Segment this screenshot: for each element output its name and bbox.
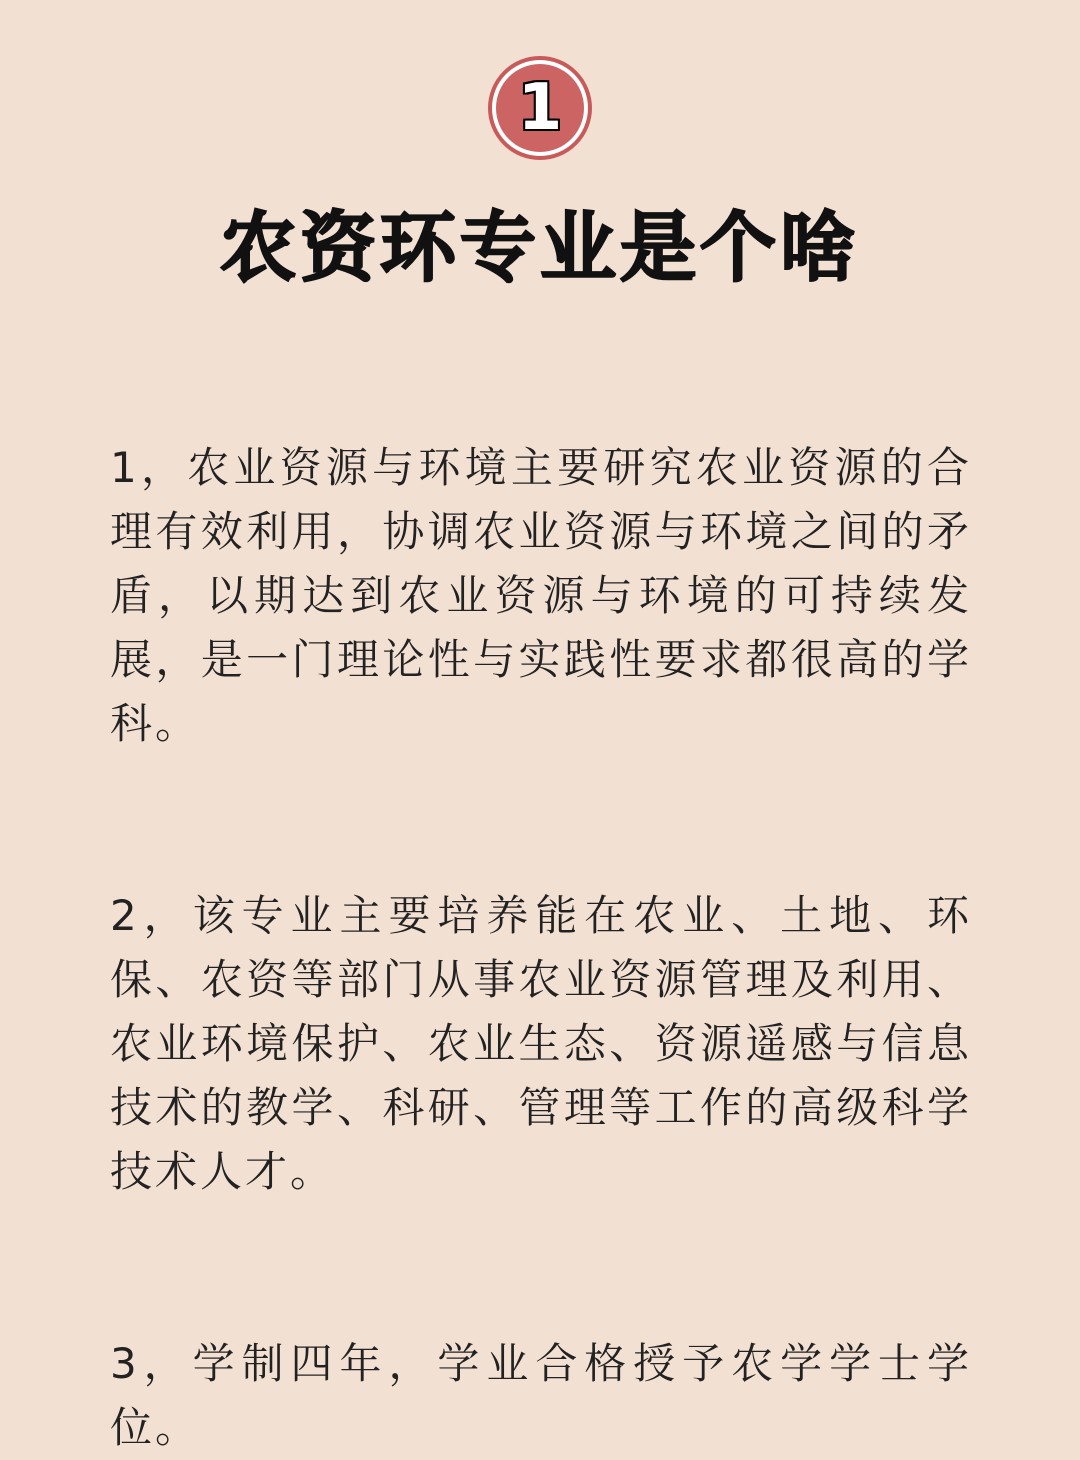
paragraph-3: 3，学制四年，学业合格授予农学学士学位。 (110, 1339, 972, 1452)
number-badge (488, 56, 592, 160)
number-badge-inner (496, 64, 584, 152)
page-title: 农资环专业是个啥 (220, 203, 860, 292)
paragraph-2: 2，该专业主要培养能在农业、土地、环保、农资等部门从事农业资源管理及利用、农业环境保护、农业生态、资源遥感与信息技术的教学、科研、管理等工作的高级科学技术人才。 (110, 891, 972, 1196)
badge-number: 1 (517, 71, 563, 145)
paragraph-1: 1，农业资源与环境主要研究农业资源的合理有效利用，协调农业资源与环境之间的矛盾，以期达到农业资源与环境的可持续发展，是一门理论性与实践性要求都很高的学科。 (110, 443, 972, 748)
content-body (110, 436, 972, 1460)
